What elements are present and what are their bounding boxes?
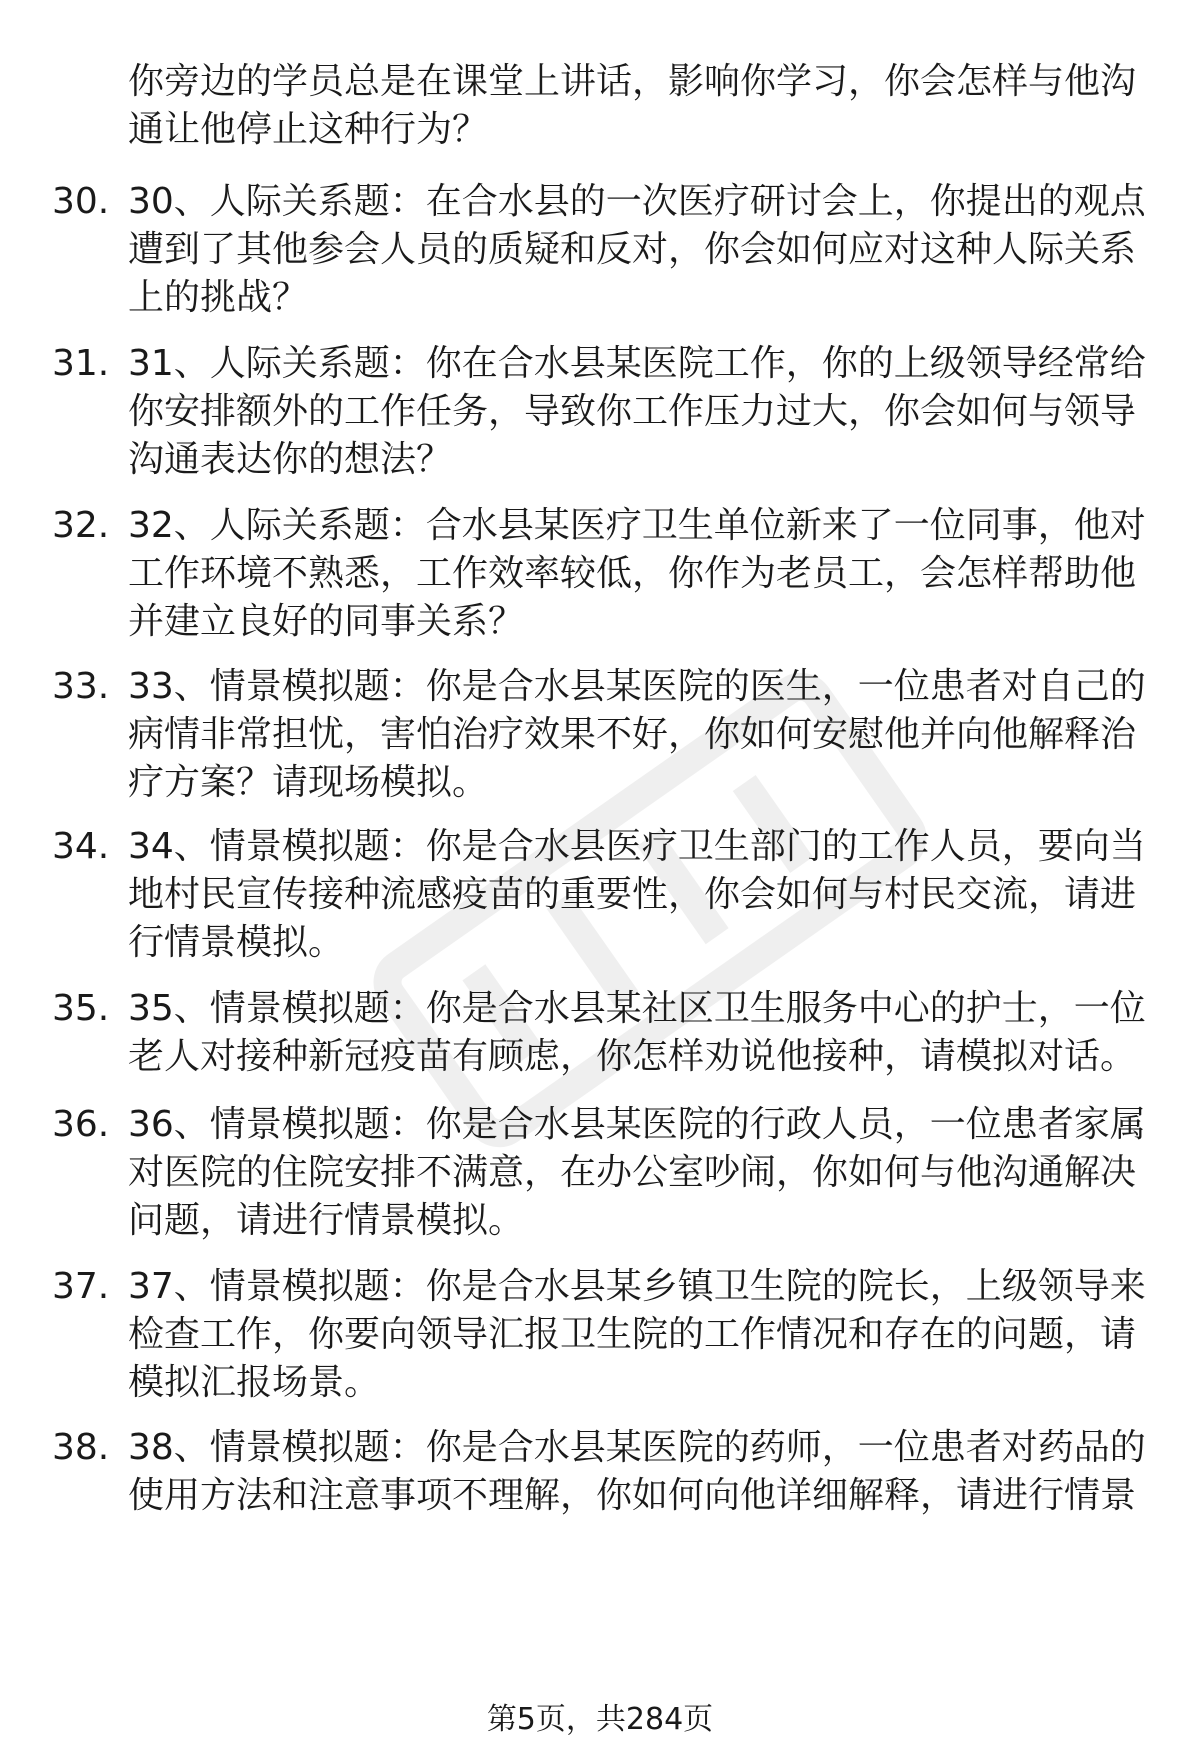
item-number: 37. <box>52 1266 110 1307</box>
item-text: 33、情景模拟题：你是合水县某医院的医生，一位患者对自己的病情非常担忧，害怕治疗效果不好，你如何安慰他并向他解释治疗方案？请现场模拟。 <box>128 666 1146 803</box>
item-text: 37、情景模拟题：你是合水县某乡镇卫生院的院长，上级领导来检查工作，你要向领导汇报卫生院的工作情况和存在的问题，请模拟汇报场景。 <box>128 1266 1146 1403</box>
page-footer: 第5页，共284页 <box>486 1702 714 1737</box>
item-text: 30、人际关系题：在合水县的一次医疗研讨会上，你提出的观点遭到了其他参会人员的质疑和反对，你会如何应对这种人际关系上的挑战？ <box>128 181 1146 318</box>
item-text: 31、人际关系题：你在合水县某医院工作，你的上级领导经常给你安排额外的工作任务，导致你工作压力过大，你会如何与领导沟通表达你的想法？ <box>128 343 1146 480</box>
item-number: 30. <box>52 181 110 222</box>
item-number: 34. <box>52 826 110 867</box>
item-number: 31. <box>52 343 110 384</box>
item-text: 35、情景模拟题：你是合水县某社区卫生服务中心的护士，一位老人对接种新冠疫苗有顾虑，你怎样劝说他接种，请模拟对话。 <box>128 988 1146 1077</box>
item-text: 34、情景模拟题：你是合水县医疗卫生部门的工作人员，要向当地村民宣传接种流感疫苗的重要性，你会如何与村民交流，请进行情景模拟。 <box>128 826 1146 963</box>
continuation-paragraph: 你旁边的学员总是在课堂上讲话，影响你学习，你会怎样与他沟通让他停止这种行为？ <box>128 61 1137 150</box>
item-number: 33. <box>52 666 110 707</box>
item-number: 32. <box>52 505 110 546</box>
item-text: 38、情景模拟题：你是合水县某医院的药师，一位患者对药品的使用方法和注意事项不理解，你如何向他详细解释，请进行情景 <box>128 1427 1146 1516</box>
item-number: 35. <box>52 988 110 1029</box>
item-number: 38. <box>52 1427 110 1468</box>
item-text: 32、人际关系题：合水县某医疗卫生单位新来了一位同事，他对工作环境不熟悉，工作效率较低，你作为老员工，会怎样帮助他并建立良好的同事关系？ <box>128 505 1146 642</box>
item-number: 36. <box>52 1104 110 1145</box>
item-text: 36、情景模拟题：你是合水县某医院的行政人员，一位患者家属对医院的住院安排不满意，在办公室吵闹，你如何与他沟通解决问题，请进行情景模拟。 <box>128 1104 1146 1241</box>
